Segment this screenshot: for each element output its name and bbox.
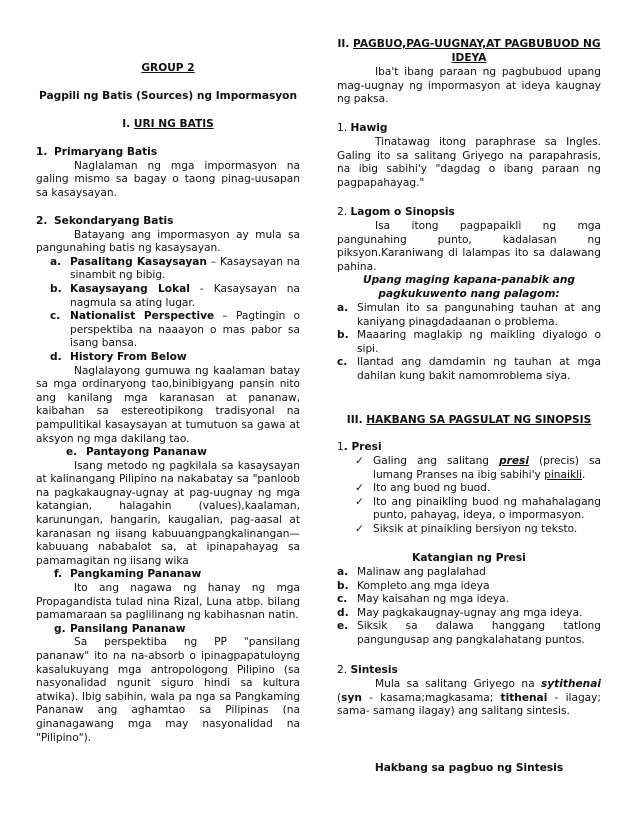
check-icon: ✓ — [355, 455, 364, 467]
list-item: b. Kompleto ang mga ideya — [337, 579, 490, 592]
sub-item-e-body: Isang metodo ng pagkilala sa kasaysayan at kalinangang Pilipino na nakabatay sa "panloob na pagkakaugnay-ugnay at pag-uugnay ng mga katangian, halagahin (values),kaalaman, karunungan, hangarin, kaugalian, pag-aasal at karanasan ng iisang kabuuangpangkalinangan—kabuuang nababalot sa, at ipinapahayag sa pamamagitan ng iisang wika — [36, 459, 300, 567]
sub-item-d-title: d. History From Below — [50, 350, 187, 363]
list-item: a. Malinaw ang paglalahad — [337, 566, 486, 578]
sub-item: a. Pasalitang Kasaysayan – Kasaysayan na sinambit ng bibig. — [50, 255, 300, 282]
checklist-item: ✓ Galing ang salitang presi (precis) sa lumang Pranses na ibig sabihi'y pinaikli. — [355, 455, 602, 481]
lagom-heading: 2. Lagom o Sinopsis — [337, 206, 455, 218]
section-2-body: Iba't ibang paraan ng pagbubuod upang mag-uugnay ng impormasyon at ideya kaugnay ng paksa. — [337, 66, 601, 106]
sintesis-body: Mula sa salitang Griyego na sytithenai (syn - kasama;magkasama; tithenai - ilagay; sama- samang ilagay) ang salitang sintesis. — [337, 678, 601, 718]
checklist-item: ✓ Siksik at pinaikling bersiyon ng teksto. — [355, 522, 578, 535]
section-2-heading: II. PAGBUO,PAG-UUGNAY,AT PAGBUBUOD NG IDEYA — [337, 38, 601, 64]
check-icon: ✓ — [355, 495, 364, 508]
section-1-heading: I. URI NG BATIS — [122, 118, 214, 130]
sub-item: c. Nationalist Perspective – Pagtingin o perspektiba na naaayon o mas pabor sa isang bansa. — [50, 310, 301, 350]
sub-item-g-body: Sa perspektiba ng PP "pansilang pananaw" ito na na-absorb o ipinagpapatuloyng kasalukuyang mga antropologong Pilipino (sa nasyonalidad ngunit siguro hindi sa kultura atwika). Ibig sabihin, wala pa nga sa Pangkaming Pananaw ang aghamtao sa Pilipinas (na ginanagawang mga may nasyonalidad na "Pilipino"). — [36, 636, 300, 744]
item-sekondaryang-batis: 2. Sekondaryang Batis Batayang ang impormasyon ay mula sa pangunahing batis ng kasaysayan. a. Pasalitang Kasaysayan – Kasaysayan na sinambit ng bibig. b. Kasaysayang Lokal - Kasaysayan na nagmula sa ating lugar. c. Nationalist Perspective – Pagtingin o perspektiba na naaayon o mas pabor sa isang bansa. d. History From Below Naglalayong gumuwa ng kaalaman batay sa mga ordinaryong tao,binibigyang pansin nito ang kanilang mga karanasan at pananaw, kaibahan sa estereotipikong tradisyonal na pampulitikal kasaysayan at tumutuon sa gawa at aksyon ng mga dakilang tao. e. Pantayong Pananaw Isang metodo ng pagkilala sa kasaysayan at kalinangang Pilipino na nakabatay sa "panloob na pagkakaugnay-ugnay at pag-uugnay ng mga katangian, halagahin (values),kaalaman, karunungan, hangarin, kaugalian, pag-aasal at karanasan ng iisang kabuuangpangkalinangan—kabuuang nababalot sa, at ipinapahayag sa pamamagitan ng iisang wika f. Pangkaming Pananaw Ito ang nagawa ng hanay ng mga Propagandista tulad nina Rizal, Luna atbp. bilang pamamaraan sa paglilinang ng kabihasnan natin. g. Pansilang Pananaw Sa perspektiba ng PP "pansilang pananaw" ito na na-absorb o ipinagpapatuloyng kasalukuyang mga antropologong Pilipino (sa nasyonalidad ngunit siguro hindi sa kultura atwika). Ibig sabihin, wala pa nga sa Pangkaming Pananaw ang aghamtao sa Pilipinas (na ginanagawang mga may nasyonalidad na "Pilipino"). — [36, 215, 301, 744]
list-item: a. Simulan ito sa pangunahing tauhan at ang kaniyang pinagdadaanan o problema. — [337, 302, 601, 328]
item-2-title: Sekondaryang Batis — [54, 215, 174, 227]
sub-item-g-title: g. Pansilang Pananaw — [54, 622, 186, 635]
presi-checklist — [337, 455, 601, 537]
checklist-item: ✓ Ito ang buod ng buod. — [355, 482, 491, 495]
sub-item-list — [36, 256, 300, 351]
sub-item-d-body: Naglalayong gumuwa ng kaalaman batay sa mga ordinaryong tao,binibigyang pansin nito ang kanilang mga karanasan at pananaw, kaibahan sa estereotipikong tradisyonal na pampulitikal kasaysayan at tumutuon sa gawa at aksyon ng mga dakilang tao. — [36, 364, 300, 445]
item-primaryang-batis: 1. Primaryang Batis Naglalaman ng mga impormasyon na galing mismo sa bagay o taong pinag-uusapan sa kasaysayan. — [36, 146, 300, 199]
presi-heading: 1. Presi — [337, 441, 382, 453]
list-item: c. Ilantad ang damdamin ng tauhan at mga dahilan kung bakit namomroblema siya. — [337, 356, 601, 382]
panabik-heading: Upang maging kapana-panabik ang pagkukuwento nang palagom: — [362, 274, 576, 300]
panabik-list — [337, 302, 601, 384]
sub-item-e-title: e. Pantayong Pananaw — [66, 446, 207, 459]
check-icon: ✓ — [355, 522, 364, 535]
hakbang-sintesis-heading: Hakbang sa pagbuo ng Sintesis — [374, 762, 564, 774]
list-item: e. Siksik sa dalawa hanggang tatlong pangungusap ang pangkalahatang puntos. — [337, 620, 601, 646]
group-heading: GROUP 2 — [141, 62, 195, 74]
hawig-body: Tinatawag itong paraphrase sa Ingles. Galing ito sa salitang Griyego na parapahrasis, na ibig sabihi'y "dagdag o ibang paraan ng pagpapahayag." — [337, 136, 601, 189]
sintesis-heading: 2. Sintesis — [337, 664, 398, 676]
hawig-heading: 1. Hawig — [337, 122, 388, 134]
document-title: Pagpili ng Batis (Sources) ng Impormasyon — [38, 90, 297, 102]
checklist-item: ✓ Ito ang pinaikling buod ng mahahalagang punto, pahayag, ideya, o impormasyon. — [355, 495, 601, 522]
list-item: b. Maaaring maglakip ng maikling diyalogo o sipi. — [337, 329, 601, 355]
sub-item-f-title: f. Pangkaming Pananaw — [54, 568, 202, 581]
list-item: d. May pagkakaugnay-ugnay ang mga ideya. — [337, 606, 583, 619]
lagom-body: Isa itong pagpapaikli ng mga pangunahing punto, kadalasan ng piksyon.Karaniwang di lalampas ito sa dalawang pahina. — [337, 220, 601, 273]
item-2-body: Batayang ang impormasyon ay mula sa pangunahing batis ng kasaysayan. — [36, 228, 300, 255]
sub-item: b. Kasaysayang Lokal - Kasaysayan na nagmula sa ating lugar. — [50, 282, 300, 309]
katangian-heading: Katangian ng Presi — [412, 552, 526, 564]
katangian-list — [337, 566, 601, 648]
check-icon: ✓ — [355, 482, 364, 495]
item-1-body: Naglalaman ng mga impormasyon na galing mismo sa bagay o taong pinag-uusapan sa kasaysayan. — [36, 159, 300, 199]
sub-item-f-body: Ito ang nagawa ng hanay ng mga Propagandista tulad nina Rizal, Luna atbp. bilang pamamaraan sa paglilinang ng kabihasnan natin. — [36, 582, 300, 622]
list-item: c. May kaisahan ng mga ideya. — [337, 593, 509, 606]
item-1-title: Primaryang Batis — [54, 146, 158, 158]
section-3-heading: III. HAKBANG SA PAGSULAT NG SINOPSIS — [346, 414, 592, 426]
